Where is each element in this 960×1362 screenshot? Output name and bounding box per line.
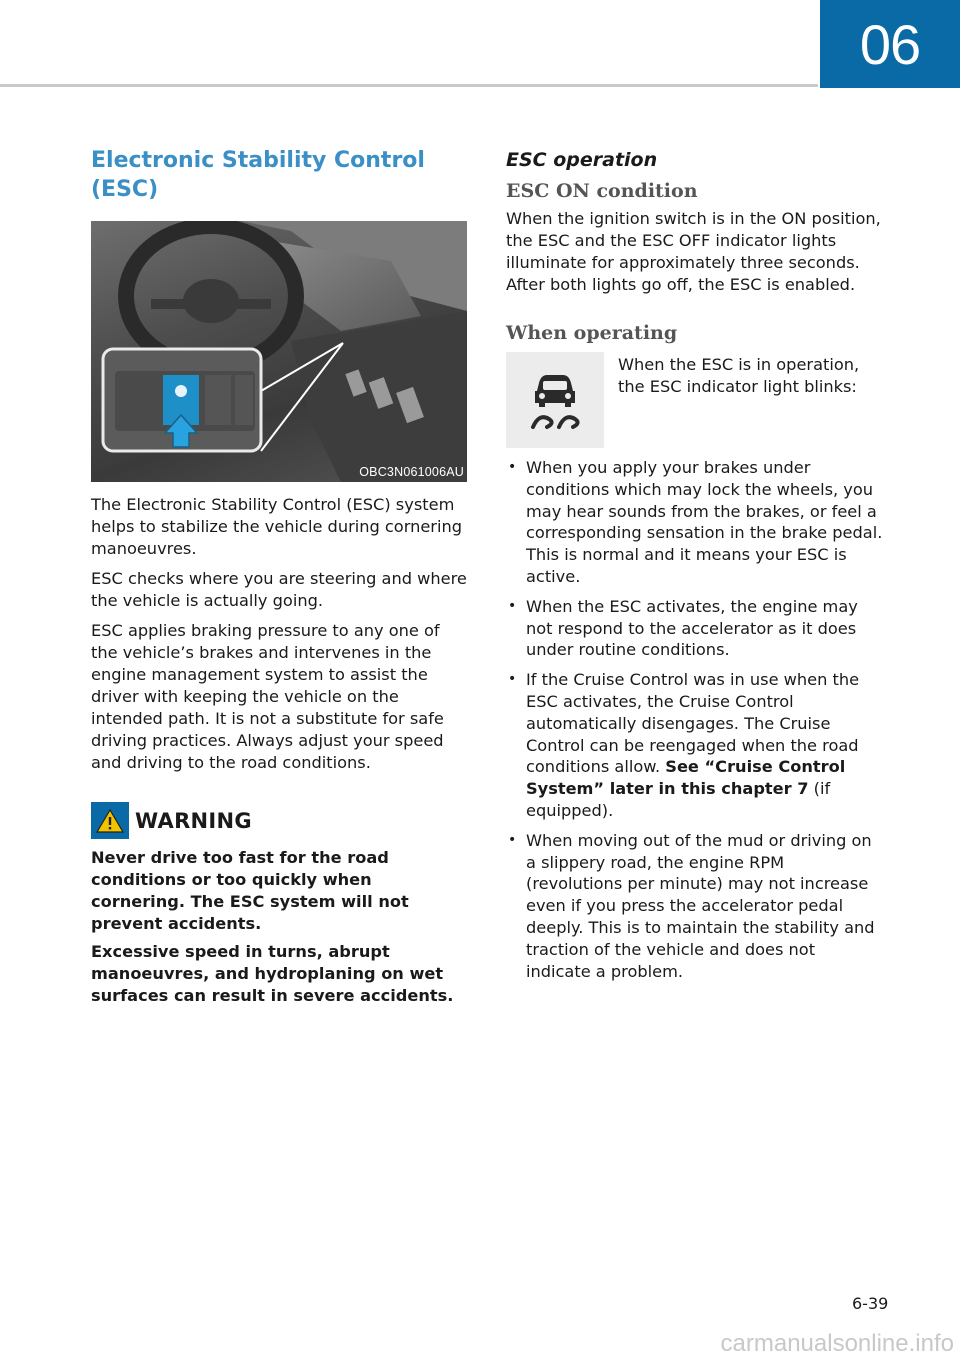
esc-on-heading: ESC ON condition bbox=[506, 180, 698, 202]
chapter-tab: 06 bbox=[820, 0, 960, 88]
watermark: carmanualsonline.info bbox=[720, 1330, 954, 1357]
warning-paragraph: Excessive speed in turns, abrupt manoeuvres, and hydroplaning on wet surfaces can result in severe accidents. bbox=[91, 942, 454, 1005]
body-paragraph: The Electronic Stability Control (ESC) system helps to stabilize the vehicle during cornering manoeuvres. bbox=[91, 495, 462, 558]
body-paragraph: When the ignition switch is in the ON position, the ESC and the ESC OFF indicator lights illuminate for approximately three seconds. After both lights go off, the ESC is enabled. bbox=[506, 209, 881, 294]
esc-slip-icon bbox=[506, 352, 604, 448]
indicator-text: When the ESC is in operation, the ESC indicator light blinks: bbox=[618, 355, 860, 396]
list-item: • If the Cruise Control was in use when the ESC activates, the Cruise Control automatically disengages. The Cruise Control can be reengaged when the road conditions allow. See “Cruise Control System” later in this chapter 7 (if equipped). bbox=[506, 669, 884, 822]
cross-reference: See “Cruise Control System” later in this chapter 7 bbox=[526, 757, 846, 799]
warning-header bbox=[91, 802, 469, 839]
warning-paragraph: Never drive too fast for the road conditions or too quickly when cornering. The ESC system will not prevent accidents. bbox=[91, 848, 409, 933]
figure-code: OBC3N061006AU bbox=[359, 465, 464, 479]
esc-operation-heading: ESC operation bbox=[506, 149, 658, 171]
list-item: • When you apply your brakes under conditions which may lock the wheels, you may hear sounds from the brakes, or feel a corresponding sensation in the brake pedal. This is normal and it means your ESC is active. bbox=[506, 457, 884, 588]
right-column bbox=[506, 146, 884, 990]
section-title: Electronic Stability Control (ESC) bbox=[91, 148, 425, 202]
left-column bbox=[91, 146, 469, 1007]
list-item: • When the ESC activates, the engine may not respond to the accelerator as it does under routine conditions. bbox=[506, 596, 884, 661]
bullet-list bbox=[506, 457, 884, 982]
list-item: • When moving out of the mud or driving on a slippery road, the engine RPM (revolutions per minute) may not increase even if you press the accelerator pedal deeply. This is to maintain the stability and traction of the vehicle and does not indicate a problem. bbox=[506, 830, 884, 983]
indicator-row bbox=[506, 352, 884, 448]
warning-title: WARNING bbox=[135, 808, 252, 833]
body-paragraph: ESC checks where you are steering and where the vehicle is actually going. bbox=[91, 569, 467, 610]
body-paragraph: ESC applies braking pressure to any one of the vehicle’s brakes and intervenes in the engine management system to assist the driver with keeping the vehicle on the intended path. It is not a substitute for safe driving practices. Always adjust your speed and driving to the road conditions. bbox=[91, 621, 444, 772]
dashboard-illustration bbox=[91, 221, 467, 482]
warning-icon bbox=[91, 802, 129, 839]
esc-button-figure bbox=[91, 221, 467, 482]
page-number: 6-39 bbox=[852, 1294, 889, 1313]
header-rule bbox=[0, 84, 818, 87]
when-operating-heading: When operating bbox=[506, 322, 678, 344]
